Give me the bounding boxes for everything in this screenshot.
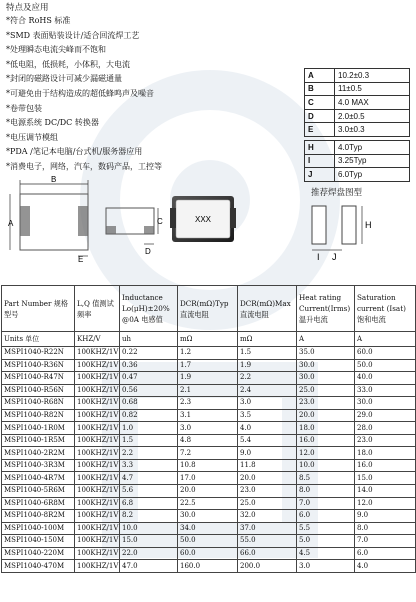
table-cell: 35.0 (297, 347, 355, 360)
table-cell: 30.0 (355, 397, 416, 410)
table-cell: 100KHZ/1V (75, 409, 120, 422)
unit-cell: KHZ/V (75, 332, 120, 347)
table-cell: MSPI1040-1R0M (2, 422, 75, 435)
dimension-key: J (305, 168, 335, 182)
table-cell: 23.0 (297, 397, 355, 410)
table-cell: 40.0 (355, 372, 416, 385)
table-cell: 0.68 (120, 397, 178, 410)
table-cell: 100KHZ/1V (75, 384, 120, 397)
dimension-table (304, 68, 410, 137)
table-cell: 20.0 (178, 485, 238, 498)
top-view-drawing (6, 172, 98, 262)
table-cell: 17.0 (178, 472, 238, 485)
feature-item: *消费电子，网络，汽车，数码产品，工控等 (6, 161, 162, 171)
table-row (2, 372, 416, 385)
table-cell: 3.0 (238, 397, 297, 410)
table-cell: 30.0 (297, 372, 355, 385)
table-cell: 18.0 (297, 422, 355, 435)
table-cell: MSPI1040-R68N (2, 397, 75, 410)
table-cell: MSPI1040-8R2M (2, 510, 75, 523)
dimension-value: 4.0 MAX (335, 96, 410, 110)
label-h: H (365, 220, 372, 230)
table-cell: 3.0 (297, 560, 355, 573)
table-cell: 25.0 (238, 497, 297, 510)
table-cell: 0.56 (120, 384, 178, 397)
table-cell: MSPI1040-R82N (2, 409, 75, 422)
dimension-key: H (305, 141, 335, 155)
table-cell: 3.1 (178, 409, 238, 422)
table-cell: MSPI1040-3R3M (2, 459, 75, 472)
table-cell: 14.0 (355, 485, 416, 498)
table-row (2, 384, 416, 397)
label-c: C (157, 217, 163, 226)
table-cell: 5.0 (297, 535, 355, 548)
table-cell: 10.0 (297, 459, 355, 472)
feature-item: *封闭的磁路设计可减少漏磁通量 (6, 74, 122, 84)
table-row (2, 485, 416, 498)
table-row (2, 560, 416, 573)
table-row (2, 535, 416, 548)
table-cell: 10.0 (120, 522, 178, 535)
table-cell: 100KHZ/1V (75, 472, 120, 485)
dimension-row (305, 154, 410, 168)
feature-item: *电压调节模组 (6, 132, 58, 142)
label-d: D (145, 247, 151, 256)
table-cell: 4.0 (355, 560, 416, 573)
col-header-heat-rating-current: Heat rating Current(Irms) 温升电流 (297, 286, 355, 332)
dimension-value: 2.0±0.5 (335, 109, 410, 123)
unit-cell: A (355, 332, 416, 347)
feature-item: *符合 RoHS 标准 (6, 16, 71, 25)
table-cell: 100KHZ/1V (75, 397, 120, 410)
dimension-row (305, 141, 410, 155)
table-cell: MSPI1040-150M (2, 535, 75, 548)
dimension-value: 6.0Typ (335, 168, 410, 182)
units-row (2, 332, 416, 347)
unit-cell: mΩ (178, 332, 238, 347)
dimension-row (305, 123, 410, 137)
table-cell: 1.7 (178, 359, 238, 372)
table-cell: 6.0 (297, 510, 355, 523)
features-list (6, 14, 306, 175)
footprint-title: 推荐焊盘图型 (311, 188, 363, 198)
table-cell: 9.0 (355, 510, 416, 523)
table-cell: 12.0 (355, 497, 416, 510)
col-header-test-frequency: L,Q 值测试频率 (75, 286, 120, 332)
dimension-key: A (305, 69, 335, 83)
table-cell: 55.0 (238, 535, 297, 548)
table-cell: MSPI1040-R36N (2, 359, 75, 372)
table-row (2, 547, 416, 560)
table-cell: 1.0 (120, 422, 178, 435)
table-cell: 60.0 (178, 547, 238, 560)
table-cell: 4.5 (297, 547, 355, 560)
table-cell: 4.8 (178, 434, 238, 447)
table-cell: 100KHZ/1V (75, 422, 120, 435)
table-cell: 9.0 (238, 447, 297, 460)
dimension-value: 4.0Typ (335, 141, 410, 155)
table-cell: 100KHZ/1V (75, 510, 120, 523)
feature-item: *SMD 表面贴装设计/适合回流焊工艺 (6, 30, 140, 40)
table-cell: 15.0 (355, 472, 416, 485)
table-cell: 20.0 (297, 409, 355, 422)
table-row (2, 409, 416, 422)
unit-cell: mΩ (238, 332, 297, 347)
features-heading: 特点及应用 (6, 3, 49, 13)
table-cell: 12.0 (297, 447, 355, 460)
table-row (2, 434, 416, 447)
footprint-dimension-table (304, 140, 410, 182)
table-cell: 100KHZ/1V (75, 347, 120, 360)
features-section (6, 2, 306, 175)
table-cell: 100KHZ/1V (75, 547, 120, 560)
table-cell: 30.0 (297, 359, 355, 372)
table-cell: MSPI1040-6R8M (2, 497, 75, 510)
table-cell: MSPI1040-2R2M (2, 447, 75, 460)
table-cell: 5.6 (120, 485, 178, 498)
table-cell: 100KHZ/1V (75, 485, 120, 498)
feature-item: *处理瞬态电流尖峰而不饱和 (6, 45, 106, 55)
col-header-dcr-max: DCR(mΩ)Max 直流电阻 (238, 286, 297, 332)
table-row (2, 422, 416, 435)
table-cell: 20.0 (238, 472, 297, 485)
table-cell: 5.5 (297, 522, 355, 535)
table-cell: 100KHZ/1V (75, 459, 120, 472)
table-row (2, 447, 416, 460)
table-cell: MSPI1040-470M (2, 560, 75, 573)
table-cell: 16.0 (355, 459, 416, 472)
label-e: E (78, 255, 84, 262)
table-cell: 11.8 (238, 459, 297, 472)
table-cell: 200.0 (238, 560, 297, 573)
table-cell: 16.0 (297, 434, 355, 447)
label-a: A (8, 219, 14, 228)
table-cell: 3.0 (178, 422, 238, 435)
table-cell: 100KHZ/1V (75, 497, 120, 510)
dimension-value: 3.25Typ (335, 154, 410, 168)
table-cell: 2.1 (178, 384, 238, 397)
table-cell: 33.0 (355, 384, 416, 397)
table-cell: 7.0 (355, 535, 416, 548)
inductor-photo (168, 192, 240, 246)
table-cell: 2.2 (120, 447, 178, 460)
table-cell: MSPI1040-R56N (2, 384, 75, 397)
label-b: B (51, 175, 57, 184)
dimension-key: D (305, 109, 335, 123)
table-cell: 18.0 (355, 447, 416, 460)
table-cell: 6.8 (120, 497, 178, 510)
unit-cell: Units 单位 (2, 332, 75, 347)
table-row (2, 459, 416, 472)
part-marking: XXX (194, 215, 212, 224)
unit-cell: uh (120, 332, 178, 347)
table-cell: 32.0 (238, 510, 297, 523)
table-cell: 5.4 (238, 434, 297, 447)
table-cell: 100KHZ/1V (75, 447, 120, 460)
feature-item: *卷带包装 (6, 103, 42, 113)
feature-item: *PDA /笔记本电脑/台式机/服务器应用 (6, 147, 143, 157)
table-cell: 0.22 (120, 347, 178, 360)
table-cell: 8.0 (355, 522, 416, 535)
dimension-key: E (305, 123, 335, 137)
col-header-inductance: Inductance Lo(μH)±20% @0A 电感值 (120, 286, 178, 332)
table-cell: 100KHZ/1V (75, 522, 120, 535)
table-cell: 22.5 (178, 497, 238, 510)
dimension-row (305, 69, 410, 83)
table-cell: 0.36 (120, 359, 178, 372)
table-cell: 30.0 (178, 510, 238, 523)
table-cell: MSPI1040-R22N (2, 347, 75, 360)
table-cell: 2.4 (238, 384, 297, 397)
table-cell: 0.47 (120, 372, 178, 385)
table-row (2, 397, 416, 410)
col-header-saturation-current: Saturation current (Isat)饱和电流 (355, 286, 416, 332)
label-j: J (332, 252, 337, 262)
table-cell: 4.7 (120, 472, 178, 485)
table-cell: 1.2 (178, 347, 238, 360)
dimension-value: 11±0.5 (335, 82, 410, 96)
table-cell: 100KHZ/1V (75, 372, 120, 385)
table-cell: 7.2 (178, 447, 238, 460)
spec-header-row (2, 286, 416, 332)
table-cell: 23.0 (355, 434, 416, 447)
table-cell: 100KHZ/1V (75, 359, 120, 372)
dimension-key: B (305, 82, 335, 96)
table-row (2, 472, 416, 485)
dimension-row (305, 109, 410, 123)
table-cell: 2.3 (178, 397, 238, 410)
dimension-key: C (305, 96, 335, 110)
table-cell: 160.0 (178, 560, 238, 573)
table-cell: 34.0 (178, 522, 238, 535)
table-cell: 8.0 (297, 485, 355, 498)
table-cell: 22.0 (120, 547, 178, 560)
table-cell: 100KHZ/1V (75, 560, 120, 573)
table-cell: 0.82 (120, 409, 178, 422)
table-cell: 15.0 (120, 535, 178, 548)
table-cell: 7.0 (297, 497, 355, 510)
dimension-row (305, 96, 410, 110)
col-header-part-number: Part Number 规格型号 (2, 286, 75, 332)
feature-item: *可避免由于结构造成的超低蜂鸣声及噪音 (6, 88, 154, 98)
table-cell: 23.0 (238, 485, 297, 498)
table-cell: MSPI1040-220M (2, 547, 75, 560)
feature-item: *低电阻，低损耗，小体积，大电流 (6, 59, 130, 69)
dimension-value: 10.2±0.3 (335, 69, 410, 83)
table-cell: 6.0 (355, 547, 416, 560)
table-row (2, 510, 416, 523)
dimension-row (305, 168, 410, 182)
table-cell: MSPI1040-4R7M (2, 472, 75, 485)
dimension-row (305, 82, 410, 96)
table-cell: 3.5 (238, 409, 297, 422)
table-cell: 1.9 (238, 359, 297, 372)
table-cell: 37.0 (238, 522, 297, 535)
table-cell: MSPI1040-100M (2, 522, 75, 535)
table-cell: 66.0 (238, 547, 297, 560)
table-cell: 50.0 (178, 535, 238, 548)
table-row (2, 497, 416, 510)
label-i: I (317, 252, 320, 262)
table-cell: 47.0 (120, 560, 178, 573)
table-cell: 1.5 (238, 347, 297, 360)
col-header-dcr-typ: DCR(mΩ)Typ 直流电阻 (178, 286, 238, 332)
table-row (2, 347, 416, 360)
table-cell: 3.3 (120, 459, 178, 472)
table-row (2, 359, 416, 372)
table-cell: 4.0 (238, 422, 297, 435)
table-cell: 60.0 (355, 347, 416, 360)
table-cell: 100KHZ/1V (75, 434, 120, 447)
table-cell: MSPI1040-5R6M (2, 485, 75, 498)
table-cell: 29.0 (355, 409, 416, 422)
dimension-value: 3.0±0.3 (335, 123, 410, 137)
side-view-drawing (102, 196, 164, 258)
spec-table (1, 285, 416, 573)
feature-item: *电源系统 DC/DC 转换器 (6, 118, 99, 128)
footprint-drawing (304, 198, 390, 262)
table-row (2, 522, 416, 535)
table-cell: 1.5 (120, 434, 178, 447)
table-cell: 8.5 (297, 472, 355, 485)
table-cell: MSPI1040-1R5M (2, 434, 75, 447)
table-cell: 28.0 (355, 422, 416, 435)
unit-cell: A (297, 332, 355, 347)
dimension-key: I (305, 154, 335, 168)
table-cell: 100KHZ/1V (75, 535, 120, 548)
table-cell: 25.0 (297, 384, 355, 397)
table-cell: 1.9 (178, 372, 238, 385)
table-cell: 8.2 (120, 510, 178, 523)
table-cell: 10.8 (178, 459, 238, 472)
table-cell: 2.2 (238, 372, 297, 385)
table-cell: 50.0 (355, 359, 416, 372)
table-cell: MSPI1040-R47N (2, 372, 75, 385)
